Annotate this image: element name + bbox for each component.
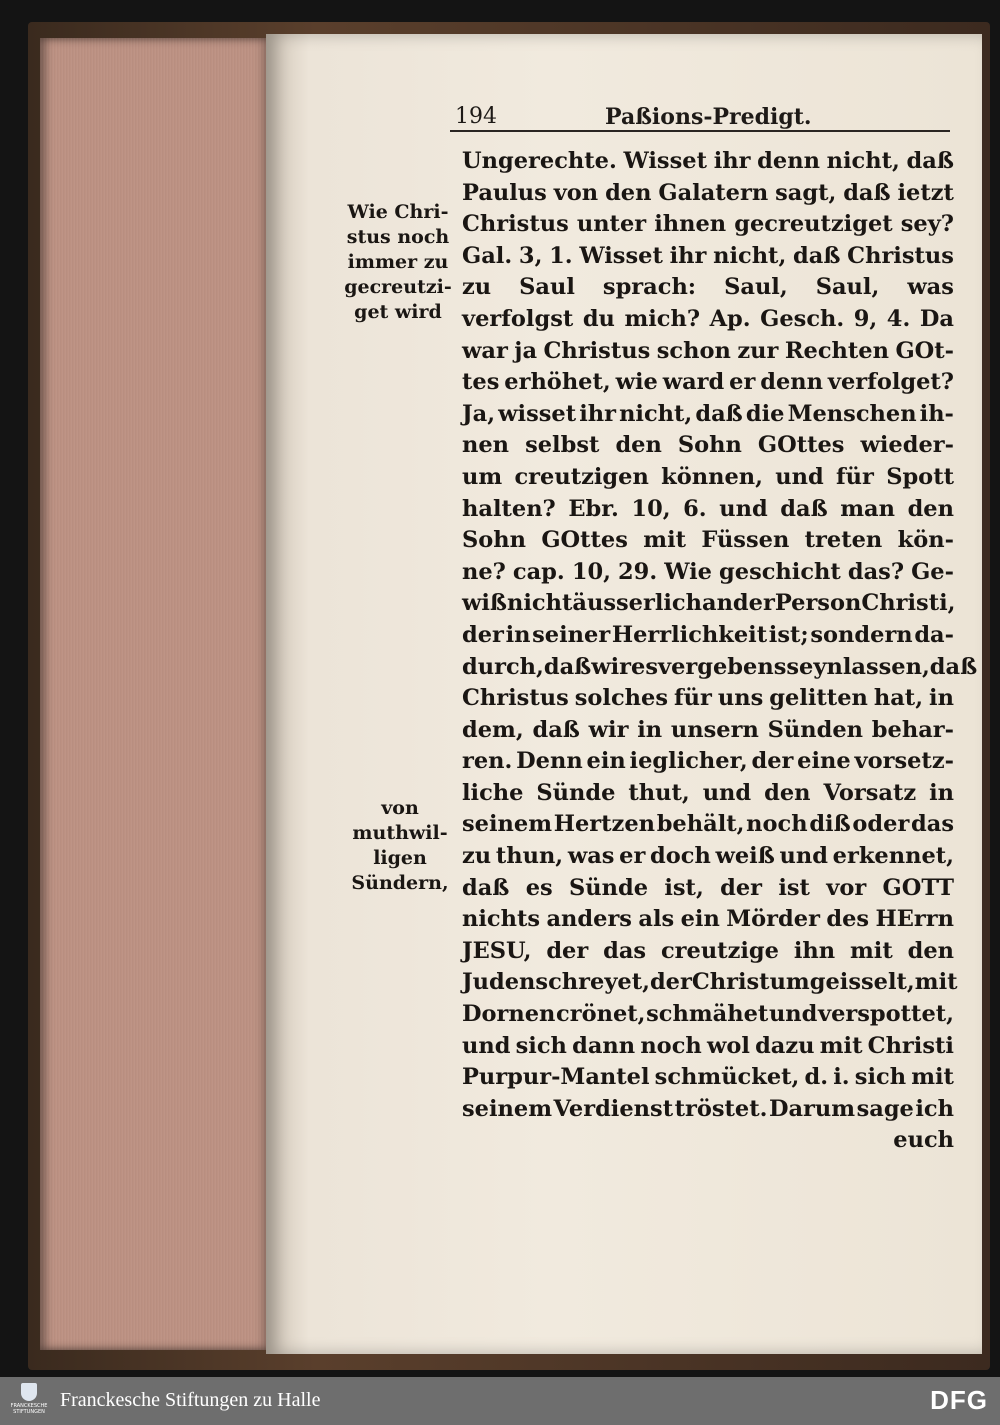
word: ihnen xyxy=(654,211,727,238)
word: Füssen xyxy=(701,527,790,554)
word: behar- xyxy=(871,716,954,743)
word: 1. xyxy=(549,242,573,269)
word: durch, xyxy=(462,653,544,680)
text-line xyxy=(462,1031,954,1063)
word: Gal. xyxy=(462,242,513,269)
word: i. xyxy=(833,1064,850,1091)
word: anders xyxy=(546,906,632,933)
word: Christum xyxy=(691,969,810,996)
word: Juden xyxy=(462,969,536,996)
word: Ja, xyxy=(462,400,496,427)
word: 9, xyxy=(853,305,878,332)
text-line xyxy=(462,146,954,178)
word: der xyxy=(720,874,763,901)
word: ward xyxy=(662,369,725,396)
word: Saul xyxy=(519,274,575,301)
word: er xyxy=(729,369,756,396)
word: den xyxy=(907,495,954,522)
shield-icon xyxy=(21,1383,37,1401)
text-line xyxy=(462,1094,954,1126)
word: Verdienst xyxy=(553,1095,674,1122)
word: nicht, xyxy=(619,400,693,427)
word: unter xyxy=(576,211,647,238)
word: mit xyxy=(911,1064,954,1091)
word: gelitten xyxy=(769,685,868,712)
word: ne? xyxy=(462,558,506,585)
word: es xyxy=(631,653,659,680)
word: cap. xyxy=(512,558,565,585)
word: ja xyxy=(514,337,538,364)
word: Herrlichkeit xyxy=(611,621,768,648)
word: mit xyxy=(643,527,687,554)
text-line xyxy=(462,462,954,494)
text-line xyxy=(462,904,954,936)
word: du xyxy=(582,305,615,332)
text-line xyxy=(462,620,954,652)
word: nen xyxy=(462,432,510,459)
word: Sünde xyxy=(569,874,649,901)
word: Paulus xyxy=(462,179,547,206)
word: treten xyxy=(804,527,883,554)
word: daß xyxy=(532,716,580,743)
word: den xyxy=(907,937,954,964)
institution-logo[interactable] xyxy=(8,1381,50,1421)
word: daß xyxy=(843,179,891,206)
text-line xyxy=(462,936,954,968)
word: was xyxy=(907,274,954,301)
word: und xyxy=(775,463,824,490)
word: halten? xyxy=(462,495,556,522)
word: und xyxy=(462,1032,511,1059)
word: da- xyxy=(914,621,954,648)
word: an xyxy=(701,590,733,617)
margin-note xyxy=(338,200,458,325)
text-line xyxy=(462,715,954,747)
text-line xyxy=(462,746,954,778)
word: Wie xyxy=(664,558,712,585)
word: der xyxy=(751,748,794,775)
word: der xyxy=(649,969,692,996)
word: noch xyxy=(640,1032,702,1059)
word: eine xyxy=(797,748,851,775)
text-line xyxy=(462,999,954,1031)
word: ein xyxy=(680,906,720,933)
word: Wisset xyxy=(579,242,663,269)
word: daß xyxy=(543,653,592,680)
word: schreyet, xyxy=(535,969,650,996)
word: sich xyxy=(854,1064,907,1091)
body-text xyxy=(462,146,978,1157)
word: 29. xyxy=(618,558,658,585)
word: der xyxy=(732,590,775,617)
text-line xyxy=(462,399,954,431)
word: creutzigen xyxy=(514,463,649,490)
word: behält, xyxy=(656,811,745,838)
word: Denn xyxy=(516,748,583,775)
word: wie xyxy=(615,369,658,396)
catchword-text: euch xyxy=(893,1127,954,1154)
word: zu xyxy=(462,843,492,870)
word: in xyxy=(929,779,954,806)
word: was xyxy=(567,843,615,870)
word: für xyxy=(836,463,874,490)
word: selbst xyxy=(525,432,600,459)
word: und xyxy=(768,1001,818,1028)
word: es xyxy=(525,874,553,901)
word: Christus xyxy=(543,337,651,364)
word: Christus xyxy=(462,685,569,712)
word: oder xyxy=(852,811,910,838)
word: ihr xyxy=(669,242,707,269)
word: sprach: xyxy=(602,274,697,301)
catchword xyxy=(462,1125,954,1157)
text-line xyxy=(462,525,954,557)
word: Ebr. xyxy=(568,495,619,522)
header-rule xyxy=(450,130,950,132)
word: verfolget? xyxy=(827,369,954,396)
word: nichts xyxy=(462,906,541,933)
word: mich? xyxy=(624,305,701,332)
word: creutzige xyxy=(660,937,779,964)
word: seinem xyxy=(462,1095,553,1122)
word: 4. xyxy=(886,305,911,332)
word: hat, xyxy=(873,685,924,712)
word: ist; xyxy=(768,621,809,648)
word: weiß xyxy=(715,843,775,870)
margin-note-line: Sündern, xyxy=(351,872,449,894)
word: geisselt, xyxy=(809,969,915,996)
word: daß xyxy=(929,653,978,680)
word: dem, xyxy=(462,716,524,743)
word: Rechten xyxy=(784,337,889,364)
word: wisset xyxy=(498,400,577,427)
text-line xyxy=(462,683,954,715)
word: Ungerechte. xyxy=(462,148,617,174)
word: Ge- xyxy=(911,558,954,585)
word: nicht xyxy=(507,590,573,617)
text-line xyxy=(462,1062,954,1094)
word: wiß xyxy=(462,590,508,617)
word: seyn xyxy=(786,653,843,680)
word: sagt, xyxy=(775,179,837,206)
word: und xyxy=(702,779,752,806)
word: sage xyxy=(856,1095,914,1122)
word: das xyxy=(911,811,954,838)
word: Saul, xyxy=(724,274,788,301)
word: GOt- xyxy=(895,337,954,364)
word: und xyxy=(779,843,828,870)
text-line xyxy=(462,304,954,336)
word: Da xyxy=(919,305,954,332)
word: crönet, xyxy=(556,1001,646,1028)
text-line xyxy=(462,178,954,210)
word: lassen, xyxy=(842,653,930,680)
word: ihn xyxy=(793,937,836,964)
word: die xyxy=(745,400,785,427)
word: verfolgst xyxy=(462,305,574,332)
word: seinem xyxy=(462,811,553,838)
word: Christus xyxy=(462,211,569,238)
text-line xyxy=(462,841,954,873)
word: daß xyxy=(462,874,510,901)
word: liche xyxy=(462,779,524,806)
word: daß xyxy=(780,495,828,522)
word: wir xyxy=(591,653,632,680)
word: wieder- xyxy=(860,432,954,459)
word: schmähet xyxy=(646,1001,769,1028)
word: denn xyxy=(757,148,820,174)
word: ein xyxy=(586,748,626,775)
word: diß xyxy=(809,811,851,838)
word: den xyxy=(605,179,652,206)
word: als xyxy=(638,906,675,933)
word: Wisset xyxy=(623,148,707,174)
word: das? xyxy=(847,558,905,585)
word: daß xyxy=(695,400,743,427)
text-line xyxy=(462,588,954,620)
word: sey? xyxy=(900,211,954,238)
word: 10, xyxy=(571,558,611,585)
word: Sohn xyxy=(677,432,742,459)
word: Darum xyxy=(768,1095,856,1122)
text-line xyxy=(462,652,978,684)
word: nicht, xyxy=(826,148,900,174)
word: Christus xyxy=(847,242,954,269)
word: dazu xyxy=(755,1032,815,1059)
word: ihr xyxy=(713,148,751,174)
text-line xyxy=(462,272,954,304)
book-page-edges xyxy=(40,38,272,1350)
word: schmücket, xyxy=(654,1064,800,1091)
word: Sünden xyxy=(767,716,863,743)
word: ieglicher, xyxy=(629,748,748,775)
word: der xyxy=(462,621,504,648)
word: vergebens xyxy=(658,653,787,680)
word: Sünde xyxy=(536,779,616,806)
word: Sohn xyxy=(462,527,526,554)
word: Vorsatz xyxy=(823,779,917,806)
word: GOTT xyxy=(882,874,954,901)
word: sondern xyxy=(810,621,913,648)
word: Christi, xyxy=(861,590,956,617)
word: dann xyxy=(572,1032,636,1059)
word: das xyxy=(603,937,647,964)
word: unsern xyxy=(670,716,759,743)
word: in xyxy=(929,685,954,712)
word: seiner xyxy=(532,621,611,648)
text-line xyxy=(462,494,954,526)
word: den xyxy=(615,432,662,459)
word: Menschen xyxy=(787,400,917,427)
word: und xyxy=(719,495,768,522)
text-line xyxy=(462,209,954,241)
word: Hertzen xyxy=(553,811,655,838)
word: GOttes xyxy=(541,527,628,554)
word: verspottet, xyxy=(818,1001,954,1028)
text-line xyxy=(462,809,954,841)
page-number: 194 xyxy=(455,104,497,129)
word: in xyxy=(505,621,531,648)
word: Purpur-Mantel xyxy=(462,1064,650,1091)
word: vorsetz- xyxy=(854,748,954,775)
word: von xyxy=(553,179,599,206)
word: Saul, xyxy=(815,274,880,301)
word: des xyxy=(826,906,870,933)
word: tes xyxy=(462,369,500,396)
word: daß xyxy=(906,148,954,174)
word: doch xyxy=(650,843,711,870)
word: mit xyxy=(914,969,958,996)
word: man xyxy=(840,495,895,522)
text-line xyxy=(462,873,954,905)
word: mit xyxy=(849,937,893,964)
margin-note-line: get wird xyxy=(354,301,442,323)
viewer-footer xyxy=(0,1377,1000,1425)
word: erhöhet, xyxy=(504,369,611,396)
word: in xyxy=(637,716,663,743)
word: d. xyxy=(804,1064,829,1091)
text-line xyxy=(462,241,954,273)
word: wol xyxy=(706,1032,750,1059)
word: Galatern xyxy=(658,179,769,206)
word: Mörder xyxy=(726,906,820,933)
word: den xyxy=(764,779,811,806)
word: geschicht xyxy=(719,558,841,585)
word: Ap. xyxy=(709,305,751,332)
word: denn xyxy=(760,369,823,396)
word: daß xyxy=(793,242,841,269)
text-line xyxy=(462,967,958,999)
word: äusserlich xyxy=(572,590,702,617)
dfg-logo[interactable]: DFG xyxy=(930,1385,988,1415)
word: zur xyxy=(737,337,779,364)
word: thun, xyxy=(495,843,564,870)
institution-name[interactable]: Franckesche Stiftungen zu Halle xyxy=(60,1389,321,1411)
text-line xyxy=(462,430,954,462)
word: ietzt xyxy=(897,179,954,206)
text-line xyxy=(462,367,954,399)
word: ist, xyxy=(664,874,704,901)
word: noch xyxy=(746,811,808,838)
word: um xyxy=(462,463,503,490)
margin-note-line: Wie Chri- xyxy=(347,201,449,223)
logo-text: FRANCKESCHE STIFTUNGEN xyxy=(10,1403,48,1415)
word: wir xyxy=(588,716,629,743)
word: JESU, xyxy=(462,937,532,964)
running-head: Paßions-Predigt. xyxy=(605,104,812,130)
word: uns xyxy=(717,685,764,712)
margin-note-line: von xyxy=(381,797,419,819)
text-line xyxy=(462,336,954,368)
margin-note-line: stus noch xyxy=(346,226,450,248)
word: mit xyxy=(819,1032,863,1059)
margin-note-line: immer zu xyxy=(347,251,449,273)
word: er xyxy=(619,843,646,870)
margin-note-line: gecreutzi- xyxy=(344,276,452,298)
word: 6. xyxy=(683,495,707,522)
word: GOttes xyxy=(757,432,845,459)
word: erkennet, xyxy=(832,843,954,870)
word: schon xyxy=(656,337,731,364)
word: 3, xyxy=(518,242,543,269)
word: gecreutziget xyxy=(734,211,893,238)
word: war xyxy=(462,337,508,364)
word: sich xyxy=(515,1032,567,1059)
word: ich xyxy=(915,1095,954,1122)
word: der xyxy=(546,937,589,964)
word: ihr xyxy=(579,400,616,427)
text-line xyxy=(462,778,954,810)
word: 10, xyxy=(631,495,671,522)
word: ren. xyxy=(462,748,513,775)
word: Christi xyxy=(867,1032,954,1059)
word: Dornen xyxy=(462,1001,556,1028)
word: ist xyxy=(778,874,810,901)
word: Spott xyxy=(886,463,954,490)
margin-note-line: ligen xyxy=(373,847,427,869)
word: Gesch. xyxy=(760,305,845,332)
word: HErrn xyxy=(875,906,954,933)
word: Person xyxy=(774,590,862,617)
word: zu xyxy=(462,274,492,301)
word: vor xyxy=(826,874,867,901)
word: tröstet. xyxy=(674,1095,768,1122)
word: solches xyxy=(574,685,669,712)
word: nicht, xyxy=(713,242,787,269)
word: für xyxy=(674,685,712,712)
text-line xyxy=(462,557,954,589)
word: können, xyxy=(661,463,763,490)
word: thut, xyxy=(628,779,690,806)
word: ih- xyxy=(919,400,954,427)
margin-note xyxy=(345,796,455,896)
margin-note-line: muthwil- xyxy=(352,822,448,844)
word: kön- xyxy=(897,527,954,554)
